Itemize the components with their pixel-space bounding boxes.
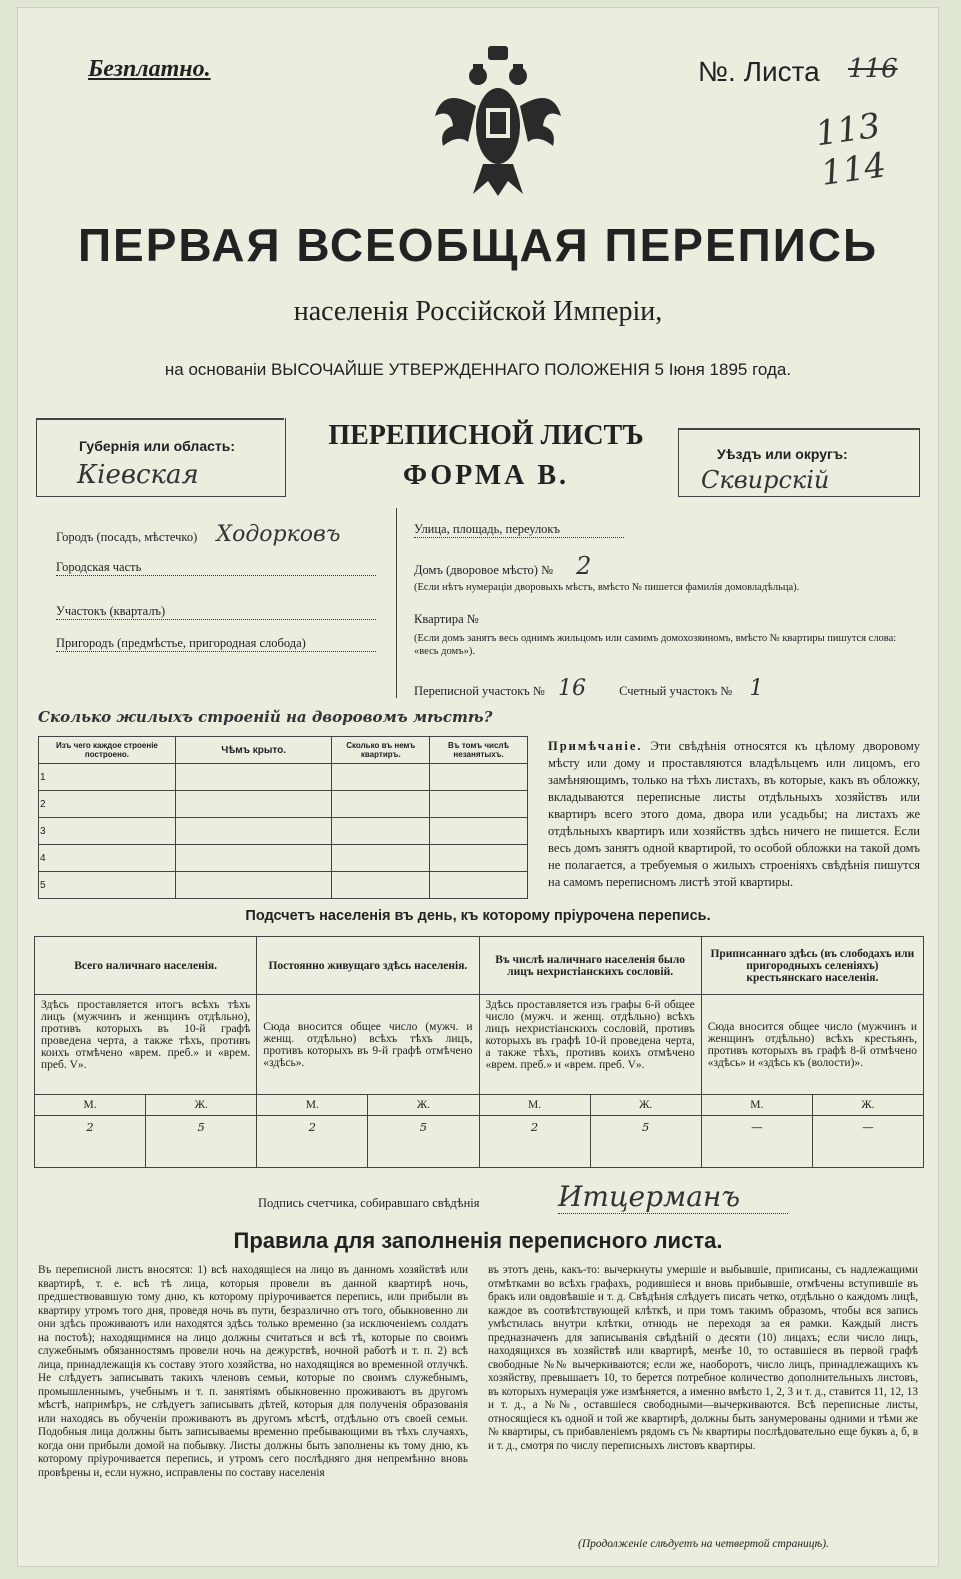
legal-basis: на основаніи ВЫСОЧАЙШЕ УТВЕРЖДЕННАГО ПОЛОЖЕНІЯ 5 Іюня 1895 года. (164, 360, 792, 379)
uezd-label: Уѣздъ или округъ: (717, 446, 848, 462)
apartment-label: Квартира № (414, 612, 479, 626)
page-title: ПЕРВАЯ ВСЕОБЩАЯ ПЕРЕПИСЬ (77, 219, 879, 271)
buildings-question: Сколько жилыхъ строеній на дворовомъ мѣстѣ? (38, 708, 493, 726)
precinct-label: Участокъ (кварталъ) (56, 604, 376, 620)
apartment-note: (Если домъ занятъ весь однимъ жильцомъ или самимъ домохозяиномъ, вмѣсто № квартиры пишутся слова: «весь домъ»). (414, 633, 897, 657)
row-number: 5 (39, 872, 176, 899)
count-area-label: Счетный участокъ № (619, 684, 733, 698)
female-label: Ж. (812, 1095, 923, 1116)
sheet-number-struck: 116 (848, 54, 898, 84)
table-row (39, 818, 528, 845)
count-title: Подсчетъ населенія въ день, къ которому пріурочена перепись. (245, 908, 711, 924)
city-part-label: Городская часть (56, 560, 376, 576)
rules-continued: (Продолженіе слѣдуетъ на четвертой страницѣ). (578, 1538, 829, 1550)
male-label: М. (257, 1095, 368, 1116)
free-label: Безплатно. (88, 56, 211, 82)
gubernia-label: Губернія или область: (79, 438, 236, 454)
table-row (39, 872, 528, 899)
male-label: М. (479, 1095, 590, 1116)
sheet-title: ПЕРЕПИСНОЙ ЛИСТЪ (328, 420, 644, 451)
row-number: 3 (39, 818, 176, 845)
male-label: М. (35, 1095, 146, 1116)
count-desc-total: Здѣсь проставляется итогъ всѣхъ тѣхъ лицъ (мужчинъ и женщинъ отдѣльно), противъ которыхъ въ 10-й графѣ проведена черта, а также тѣхъ, противъ коихъ отмѣчено «врем. преб.» и «врем. преб. V». (35, 995, 257, 1095)
count-head-permanent: Постоянно живущаго здѣсь населенія. (257, 937, 479, 995)
double-headed-eagle-emblem (433, 46, 563, 196)
male-label: М. (701, 1095, 812, 1116)
count-head-nonchristian: Въ числѣ наличнаго населенія было лицъ нехристіанскихъ сословій. (479, 937, 701, 995)
row-number: 2 (39, 791, 176, 818)
count-permanent-male: 2 (257, 1116, 368, 1168)
count-desc-nonchristian: Здѣсь проставляется изъ графы 6-й общее число (мужч. и женщ. отдѣльно) всѣхъ лицъ нехристіанскихъ сословій, противъ которыхъ въ графѣ 10-й проведена черта, а также тѣхъ, противъ коихъ отмѣчено «врем. преб.» и «врем. преб. V». (479, 995, 701, 1095)
table-row (39, 791, 528, 818)
row-number: 1 (39, 764, 176, 791)
count-head-peasants: Приписаннаго здѣсь (въ слободахъ или пригородныхъ селеніяхъ) крестьянскаго населенія. (701, 937, 923, 995)
page-subtitle: населенія Россійской Имперіи, (293, 296, 663, 327)
count-peasants-female: — (812, 1116, 923, 1168)
population-count-table (34, 936, 924, 1168)
signature-label: Подпись счетчика, собиравшаго свѣдѣнія (258, 1196, 480, 1210)
gubernia-box (36, 418, 286, 497)
signature-value: Итцерманъ (558, 1180, 788, 1214)
buildings-header-roof: Чѣмъ крыто. (175, 737, 331, 764)
count-peasants-male: — (701, 1116, 812, 1168)
count-area-value: 1 (749, 676, 764, 701)
count-total-male: 2 (35, 1116, 146, 1168)
count-head-total: Всего наличнаго населенія. (35, 937, 257, 995)
table-row (39, 845, 528, 872)
count-desc-peasants: Сюда вносится общее число (мужчинъ и женщинъ отдѣльно) всѣхъ крестьянъ, противъ которыхъ въ графѣ 8-й отмѣчено «здѣсь» и «здѣсь къ (волости)». (701, 995, 923, 1095)
city-label: Городъ (посадъ, мѣстечко) (56, 530, 198, 544)
address-left (36, 508, 397, 698)
row-number: 4 (39, 845, 176, 872)
uezd-value: Сквирскій (701, 466, 830, 494)
buildings-table (38, 736, 528, 899)
city-value: Ходорковъ (216, 522, 341, 547)
remark-text: Эти свѣдѣнія относятся къ цѣлому дворовому мѣсту или дому и проставляются владѣльцемъ или лицомъ, его замѣняющимъ, только на тѣхъ листахъ, въ которые, какъ въ обложку, вкладываются переписные листы отдѣльныхъ хозяйствъ или квартиръ всего этого дома, двора или усадьбы; на листахъ же отдѣльныхъ квартиръ или хозяйствъ здѣсь ничего не пишется. Если весь домъ занятъ одной квартирой, то особой обложки на такой домъ не полагается, а требуемыя о жилыхъ строеніяхъ свѣдѣнія пишутся на самомъ переписномъ листѣ этой квартиры. (548, 739, 920, 889)
table-row (39, 764, 528, 791)
rules-right: въ этотъ день, какъ-то: вычеркнуты умершіе и выбывшіе, приписаны, съ надлежащими отмѣтками во всѣхъ графахъ, родившіеся и вновь прибывшіе, отмѣчены вступившіе въ бракъ или овдовѣвшіе и т. д. Свѣдѣнія слѣдуетъ писать четко, отдѣльно о каждомъ лицѣ, каждое въ соотвѣтствующей клѣткѣ, и при томъ такимъ образомъ, чтобы вся запись умѣстилась внутри клѣтки, отнюдь не переходя за ея рамки. Каждый листъ предназначенъ для записыванія свѣдѣній о десяти (10) лицахъ; если число лицъ, находящихся въ хозяйствѣ или квартирѣ, менѣе 10, то оставшіеся въ первой графѣ свободные №№ вычеркиваются; если же, наоборотъ, число лицъ, принадлежащихъ къ хозяйству, превышаетъ 10, то берется потребное количество дополнительныхъ листовъ, въ которыхъ нумерація уже измѣняется, а именно вмѣсто 1, 2, 3 и т. д., ставится 11, 12, 13 и т. д., а №№, оставшіеся свободными—вычеркиваются. Всѣ переписные листы, относящіеся къ одной и той же квартирѣ, должны быть занумерованы одними и тѣми же № квартиры, съ прибавленіемъ рядомъ съ № квартиры послѣдовательно еще буквъ а, б, в и т. д., смотря по числу переписныхъ листовъ квартиры. (488, 1264, 918, 1452)
census-form-page (18, 8, 938, 1566)
uezd-box (678, 428, 920, 497)
suburb-label: Пригородъ (предмѣстье, пригородная слобода) (56, 636, 376, 652)
count-nonchristian-male: 2 (479, 1116, 590, 1168)
count-desc-permanent: Сюда вносится общее число (мужч. и женщ. отдѣльно) всѣхъ тѣхъ лицъ, противъ которыхъ въ 9-й графѣ отмѣчено «здѣсь». (257, 995, 479, 1095)
house-value: 2 (576, 552, 592, 580)
street-label: Улица, площадь, переулокъ (414, 522, 624, 538)
address-right (414, 508, 914, 701)
female-label: Ж. (590, 1095, 701, 1116)
buildings-header-vacant: Въ томъ числѣ незанятыхъ. (430, 737, 528, 764)
buildings-header-material: Изъ чего каждое строеніе построено. (39, 737, 176, 764)
count-total-female: 5 (146, 1116, 257, 1168)
sheet-number-label: №. Листа (698, 56, 820, 87)
census-area-label: Переписной участокъ № (414, 684, 545, 698)
rules-left: Въ переписной листъ вносятся: 1) всѣ находящіеся на лицо въ данномъ хозяйствѣ или квартирѣ, т. е. всѣ тѣ лица, которыя провели въ данной квартирѣ ночь, предшествовавшую тому дню, къ которому пріурочивается перепись, или прибыли въ квартиру утромъ того дня, проведя ночь въ пути, безразлично отъ того, обыкновенно ли они здѣсь проживаютъ или находятся здѣсь только временно (за исключеніемъ солдатъ на постоѣ); находящимися на лицо должны считаться и всѣ тѣ, которые по своимъ служебнымъ обязанностямъ провели ночь на дежурствѣ, ночной работѣ и т. п. 2) всѣ лица, принадлежащія къ составу этого хозяйства, но находящіяся во временной отлучкѣ. Не слѣдуетъ записывать такихъ членовъ семьи, которые по своимъ служебнымъ, промышленнымъ, учебнымъ и т. п. занятіямъ обыкновенно проживаютъ въ другомъ мѣстѣ, напримѣръ, не слѣдуетъ записывать дѣтей, которыя для полученія образованія или находясь въ обученіи проживаютъ въ другомъ мѣстѣ, отдѣльно отъ своей семьи. Подобныя лица должны быть записываемы временно пребывающими въ тѣхъ случаяхъ, когда они прибыли домой на побывку. Листы должны быть заполнены къ тому дню, къ которому пріурочивается перепись, и утромъ сего послѣдняго дня непремѣнно вновь провѣрены и, если нужно, исправлены по составу населенія (38, 1264, 468, 1479)
house-label: Домъ (дворовое мѣсто) № (414, 563, 554, 577)
house-note: (Если нѣтъ нумераціи дворовыхъ мѣстъ, вмѣсто № пишется фамилія домовладѣльца). (414, 582, 800, 593)
count-nonchristian-female: 5 (590, 1116, 701, 1168)
female-label: Ж. (368, 1095, 479, 1116)
buildings-header-apartments: Сколько въ немъ квартиръ. (332, 737, 430, 764)
count-permanent-female: 5 (368, 1116, 479, 1168)
sheet-number-handwritten: 113 114 (813, 105, 889, 194)
sheet-form: ФОРМА В. (402, 460, 570, 491)
rules-title: Правила для заполненія переписного листа. (233, 1228, 723, 1253)
remark (548, 738, 920, 891)
census-area-value: 16 (557, 676, 586, 701)
gubernia-value: Кіевская (77, 460, 199, 490)
female-label: Ж. (146, 1095, 257, 1116)
remark-title: Примѣчаніе. (548, 739, 643, 753)
